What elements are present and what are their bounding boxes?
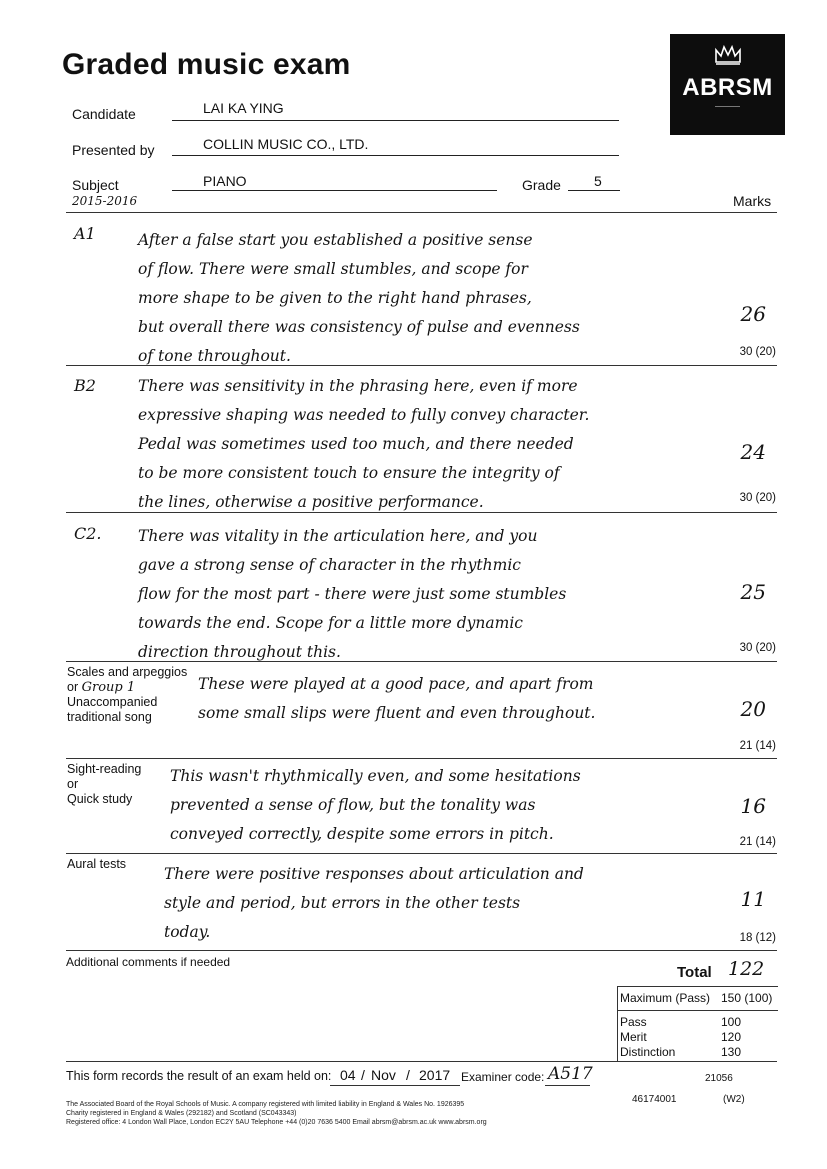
- form-ref-top: 21056: [705, 1073, 733, 1084]
- comment-line: some small slips were fluent and even throughout.: [198, 704, 596, 722]
- comment-line: of tone throughout.: [138, 347, 291, 365]
- comment-line: There was vitality in the articulation here, and you: [138, 527, 538, 545]
- section-c2-comments: [138, 522, 708, 667]
- label-line: Quick study: [67, 792, 133, 806]
- candidate-label: Candidate: [72, 106, 136, 122]
- section-a1-mark: 26: [740, 302, 766, 326]
- form-ref-code: 46174001: [632, 1094, 677, 1105]
- presented-by-label: Presented by: [72, 142, 155, 158]
- section-a1-label: A1: [74, 224, 96, 243]
- label-line: traditional song: [67, 710, 152, 724]
- maximum-value: 150 (100): [721, 991, 773, 1005]
- exam-year: 2017: [419, 1067, 451, 1083]
- exam-month: Nov: [371, 1067, 396, 1083]
- pass-value: 100: [721, 1015, 742, 1029]
- exam-title: Graded music exam: [62, 48, 351, 81]
- legal-line: The Associated Board of the Royal Schools of Music. A company registered with limited liability in England & Wales No. 1926395: [66, 1101, 465, 1108]
- sight-reading-mark: 16: [740, 794, 766, 818]
- grade-label: Grade: [522, 177, 561, 193]
- comment-line: prevented a sense of flow, but the tonality was: [170, 796, 536, 814]
- label-line: Unaccompanied: [67, 695, 158, 709]
- distinction-value: 130: [721, 1045, 742, 1059]
- label-line: or: [67, 680, 79, 694]
- scales-max: 21 (14): [739, 740, 776, 752]
- comment-line: These were played at a good pace, and apart from: [198, 675, 594, 693]
- section-c2-label: C2.: [74, 524, 102, 543]
- additional-comments-label: Additional comments if needed: [66, 955, 231, 969]
- section-b2-label: B2: [74, 376, 96, 395]
- grade-value: 5: [594, 173, 602, 189]
- comment-line: to be more consistent touch to ensure the integrity of: [138, 464, 560, 482]
- comment-line: of flow. There were small stumbles, and scope for: [138, 260, 528, 278]
- marks-header: Marks: [733, 193, 772, 209]
- label-line: Scales and arpeggios: [67, 665, 188, 679]
- scales-label: [67, 665, 192, 725]
- section-c2-mark: 25: [740, 580, 766, 604]
- comment-line: conveyed correctly, despite some errors in pitch.: [170, 825, 554, 843]
- comment-line: more shape to be given to the right hand phrases,: [138, 289, 532, 307]
- comment-line: This wasn't rhythmically even, and some hesitations: [170, 767, 581, 785]
- exam-separator-1: /: [361, 1067, 365, 1083]
- exam-year-note: 2015-2016: [72, 194, 138, 208]
- sight-reading-max: 21 (14): [739, 836, 776, 848]
- abrsm-logo-text: ABRSM: [682, 74, 773, 101]
- examiner-code-value: A517: [548, 1064, 593, 1084]
- legal-line: Charity registered in England & Wales (292182) and Scotland (SC043343): [66, 1110, 297, 1117]
- candidate-value: LAI KA YING: [203, 100, 284, 116]
- section-a1-comments: [138, 226, 708, 371]
- scales-group-note: Group 1: [81, 680, 136, 695]
- comment-line: expressive shaping was needed to fully convey character.: [138, 406, 590, 424]
- merit-value: 120: [721, 1030, 742, 1044]
- distinction-label: Distinction: [620, 1045, 676, 1059]
- examiner-code-label: Examiner code:: [461, 1070, 545, 1084]
- label-line: or: [67, 777, 79, 791]
- comment-line: There were positive responses about articulation and: [164, 865, 584, 883]
- comment-line: gave a strong sense of character in the rhythmic: [138, 556, 521, 574]
- section-b2-max: 30 (20): [739, 492, 776, 504]
- abrsm-logo: [670, 34, 785, 135]
- aural-max: 18 (12): [739, 932, 776, 944]
- comment-line: the lines, otherwise a positive performance.: [138, 493, 484, 511]
- total-value: 122: [728, 958, 765, 980]
- aural-mark: 11: [740, 887, 766, 911]
- comment-line: today.: [164, 923, 211, 941]
- crown-icon: [713, 44, 743, 66]
- comment-line: There was sensitivity in the phrasing here, even if more: [138, 377, 578, 395]
- subject-label: Subject: [72, 177, 119, 193]
- form-ref-w: (W2): [723, 1094, 745, 1105]
- scales-comments: [198, 670, 718, 728]
- maximum-label: Maximum (Pass): [620, 991, 711, 1005]
- section-b2-comments: [138, 372, 708, 517]
- exam-day: 04: [340, 1067, 356, 1083]
- exam-record-text: This form records the result of an exam held on:: [66, 1069, 332, 1083]
- comment-line: flow for the most part - there were just some stumbles: [138, 585, 567, 603]
- comment-line: After a false start you established a positive sense: [138, 231, 533, 249]
- legal-line: Registered office: 4 London Wall Place, London EC2Y 5AU Telephone +44 (0)20 7636 5400 Email abrsm@abrsm.ac.uk www.abrsm.org: [66, 1119, 487, 1126]
- comment-line: direction throughout this.: [138, 643, 341, 661]
- section-a1-max: 30 (20): [739, 346, 776, 358]
- subject-value: PIANO: [203, 173, 247, 189]
- sight-reading-comments: [170, 762, 715, 849]
- comment-line: but overall there was consistency of pulse and evenness: [138, 318, 580, 336]
- total-label: Total: [677, 964, 712, 981]
- comment-line: towards the end. Scope for a little more dynamic: [138, 614, 523, 632]
- label-line: Sight-reading: [67, 762, 142, 776]
- comment-line: Pedal was sometimes used too much, and there needed: [138, 435, 574, 453]
- presented-by-value: COLLIN MUSIC CO., LTD.: [203, 136, 369, 152]
- exam-separator-2: /: [406, 1067, 410, 1083]
- section-c2-max: 30 (20): [739, 642, 776, 654]
- section-b2-mark: 24: [740, 440, 766, 464]
- pass-label: Pass: [620, 1015, 647, 1029]
- scales-mark: 20: [740, 697, 766, 721]
- comment-line: style and period, but errors in the other tests: [164, 894, 521, 912]
- merit-label: Merit: [620, 1030, 647, 1044]
- aural-comments: [164, 860, 709, 947]
- legal-text: [66, 1100, 626, 1127]
- label-line: Aural tests: [67, 857, 127, 871]
